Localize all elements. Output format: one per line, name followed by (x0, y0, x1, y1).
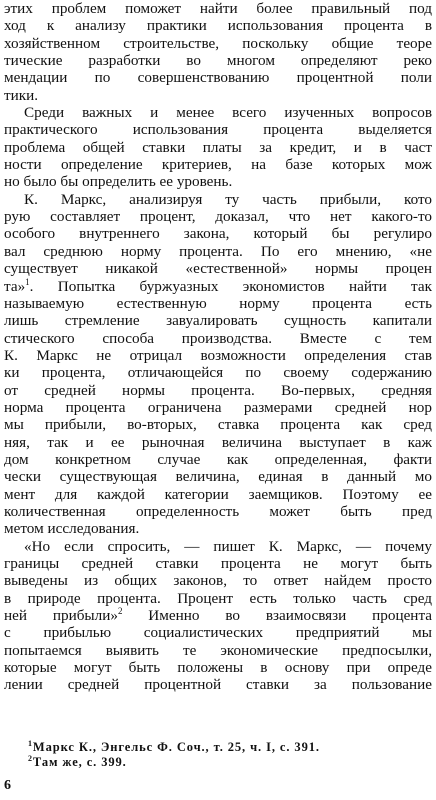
text-line (4, 572, 432, 589)
text-line (4, 676, 432, 693)
text-line-content: тические разработки во многом определяют реко (4, 52, 432, 70)
text-line (4, 330, 432, 347)
text-line (4, 69, 432, 86)
text-line-content: мендации по совершенствованию процентной поли (4, 69, 432, 87)
text-line (4, 399, 432, 416)
text-line-content: выведены из общих законов, то ответ найдем просто (4, 572, 432, 590)
text-line (4, 121, 432, 138)
text-line-content: существует никакой «естественной» нормы процен (4, 260, 432, 278)
text-line-content: которые могут быть положены в основу при опреде (4, 659, 432, 677)
footnotes (28, 740, 428, 770)
text-line (4, 0, 432, 17)
text-line-content: няя, так и ее рыночная величина выступает в каж (4, 433, 432, 451)
text-line-content: особого внутреннего закона, который бы регулиро (4, 225, 432, 243)
footnote (28, 755, 428, 770)
text-line-content: практического использования процента выделяется (4, 121, 432, 139)
text-line (4, 590, 432, 607)
text-line-content: Среди важных и менее всего изученных вопросов (24, 104, 432, 122)
text-line (4, 243, 432, 260)
footnote-reference: 1 (25, 277, 30, 287)
text-line-content: мент для каждой категории заемщиков. Поэтому ее (4, 485, 432, 503)
text-line (4, 191, 432, 208)
text-line-continuation: . Попытка буржуазных экономистов найти так (29, 277, 432, 295)
text-line (4, 104, 432, 121)
text-line (4, 520, 432, 537)
text-line-content: с прибылью социалистических предприятий мы (4, 624, 432, 642)
text-line (4, 451, 432, 468)
text-line-content: ней прибыли» (4, 607, 118, 625)
text-line (4, 503, 432, 520)
text-line-content: лении средней процентной ставки за пользование (4, 676, 432, 694)
text-line-content: вал среднюю норму процента. По его мнению, «не (4, 242, 432, 260)
text-line (4, 87, 432, 104)
text-line (4, 468, 432, 485)
text-line (4, 486, 432, 503)
text-line (4, 434, 432, 451)
text-line-continuation: Именно во взаимосвязи процента (122, 607, 432, 625)
footnote-text: Там же, с. 399. (32, 755, 127, 769)
text-line (4, 416, 432, 433)
text-line (4, 538, 432, 555)
text-line-content: лишь стремление завуалировать сущность капитали (4, 312, 432, 330)
text-line-content: этих проблем поможет найти более правильный под (4, 0, 432, 17)
text-line-content: норма процента ограничена размерами средней нор (4, 398, 432, 416)
text-line-content: попытаемся выявить те экономические предпосылки, (4, 641, 432, 659)
text-line (4, 260, 432, 277)
text-line (4, 208, 432, 225)
text-line (4, 17, 432, 34)
text-line-content: К. Маркс не отрицал возможности определения став (4, 346, 432, 364)
text-line (4, 659, 432, 676)
page-number: 6 (4, 778, 11, 793)
text-line (4, 382, 432, 399)
text-line (4, 555, 432, 572)
text-line-content: хозяйственном строительстве, поскольку общие теоре (4, 34, 432, 52)
text-line-content: «Но если спросить, — пишет К. Маркс, — почему (24, 537, 432, 555)
text-line (4, 607, 432, 624)
text-line-content: проблема общей ставки платы за кредит, и в част (4, 138, 432, 156)
text-line-content: но было бы определить ее уровень. (4, 173, 233, 191)
text-line-content: стического способа производства. Вместе с тем (4, 329, 432, 347)
text-line-content: ход к анализу практики использования процента в (4, 17, 432, 35)
text-line-content: тики. (4, 86, 39, 104)
text-line (4, 347, 432, 364)
text-line (4, 312, 432, 329)
footnote-mark: 2 (28, 753, 33, 763)
text-line-content: К. Маркс, анализируя ту часть прибыли, кото (24, 190, 432, 208)
text-line (4, 139, 432, 156)
text-line-content: та» (4, 277, 26, 295)
text-line (4, 624, 432, 641)
text-line-content: рую составляет процент, доказал, что нет какого-то (4, 208, 432, 226)
text-line (4, 52, 432, 69)
text-line-content: ки процента, отличающейся по своему содержанию (4, 364, 432, 382)
text-line-content: чески существующая величина, единая в данный мо (4, 468, 432, 486)
body-text (4, 0, 432, 694)
text-line (4, 173, 432, 190)
text-line (4, 156, 432, 173)
footnote-mark: 1 (28, 738, 33, 748)
text-line-content: границы средней ставки процента не могут быть (4, 555, 432, 572)
text-line (4, 295, 432, 312)
text-line-content: ности определение критериев, на базе которых мож (4, 156, 432, 174)
footnote-text: Маркс К., Энгельс Ф. Соч., т. 25, ч. I, с. 391. (32, 740, 320, 754)
text-line-content: мы прибыли, во-вторых, ставка процента как сред (4, 416, 432, 434)
text-line-content: метом исследования. (4, 520, 140, 538)
text-line (4, 364, 432, 381)
text-line (4, 225, 432, 242)
text-line-content: дом конкретном случае как определенная, факти (4, 450, 432, 468)
text-line (4, 642, 432, 659)
footnote-reference: 2 (117, 607, 123, 616)
text-line-content: называемую естественную норму процента есть (4, 294, 432, 312)
text-line-content: количественная определенность может быть пред (4, 502, 432, 520)
footnote (28, 740, 428, 755)
text-line (4, 35, 432, 52)
text-line-content: от средней нормы процента. Во-первых, средняя (4, 381, 432, 399)
text-line (4, 278, 432, 295)
text-line-content: в природе процента. Процент есть только часть сред (4, 589, 432, 607)
